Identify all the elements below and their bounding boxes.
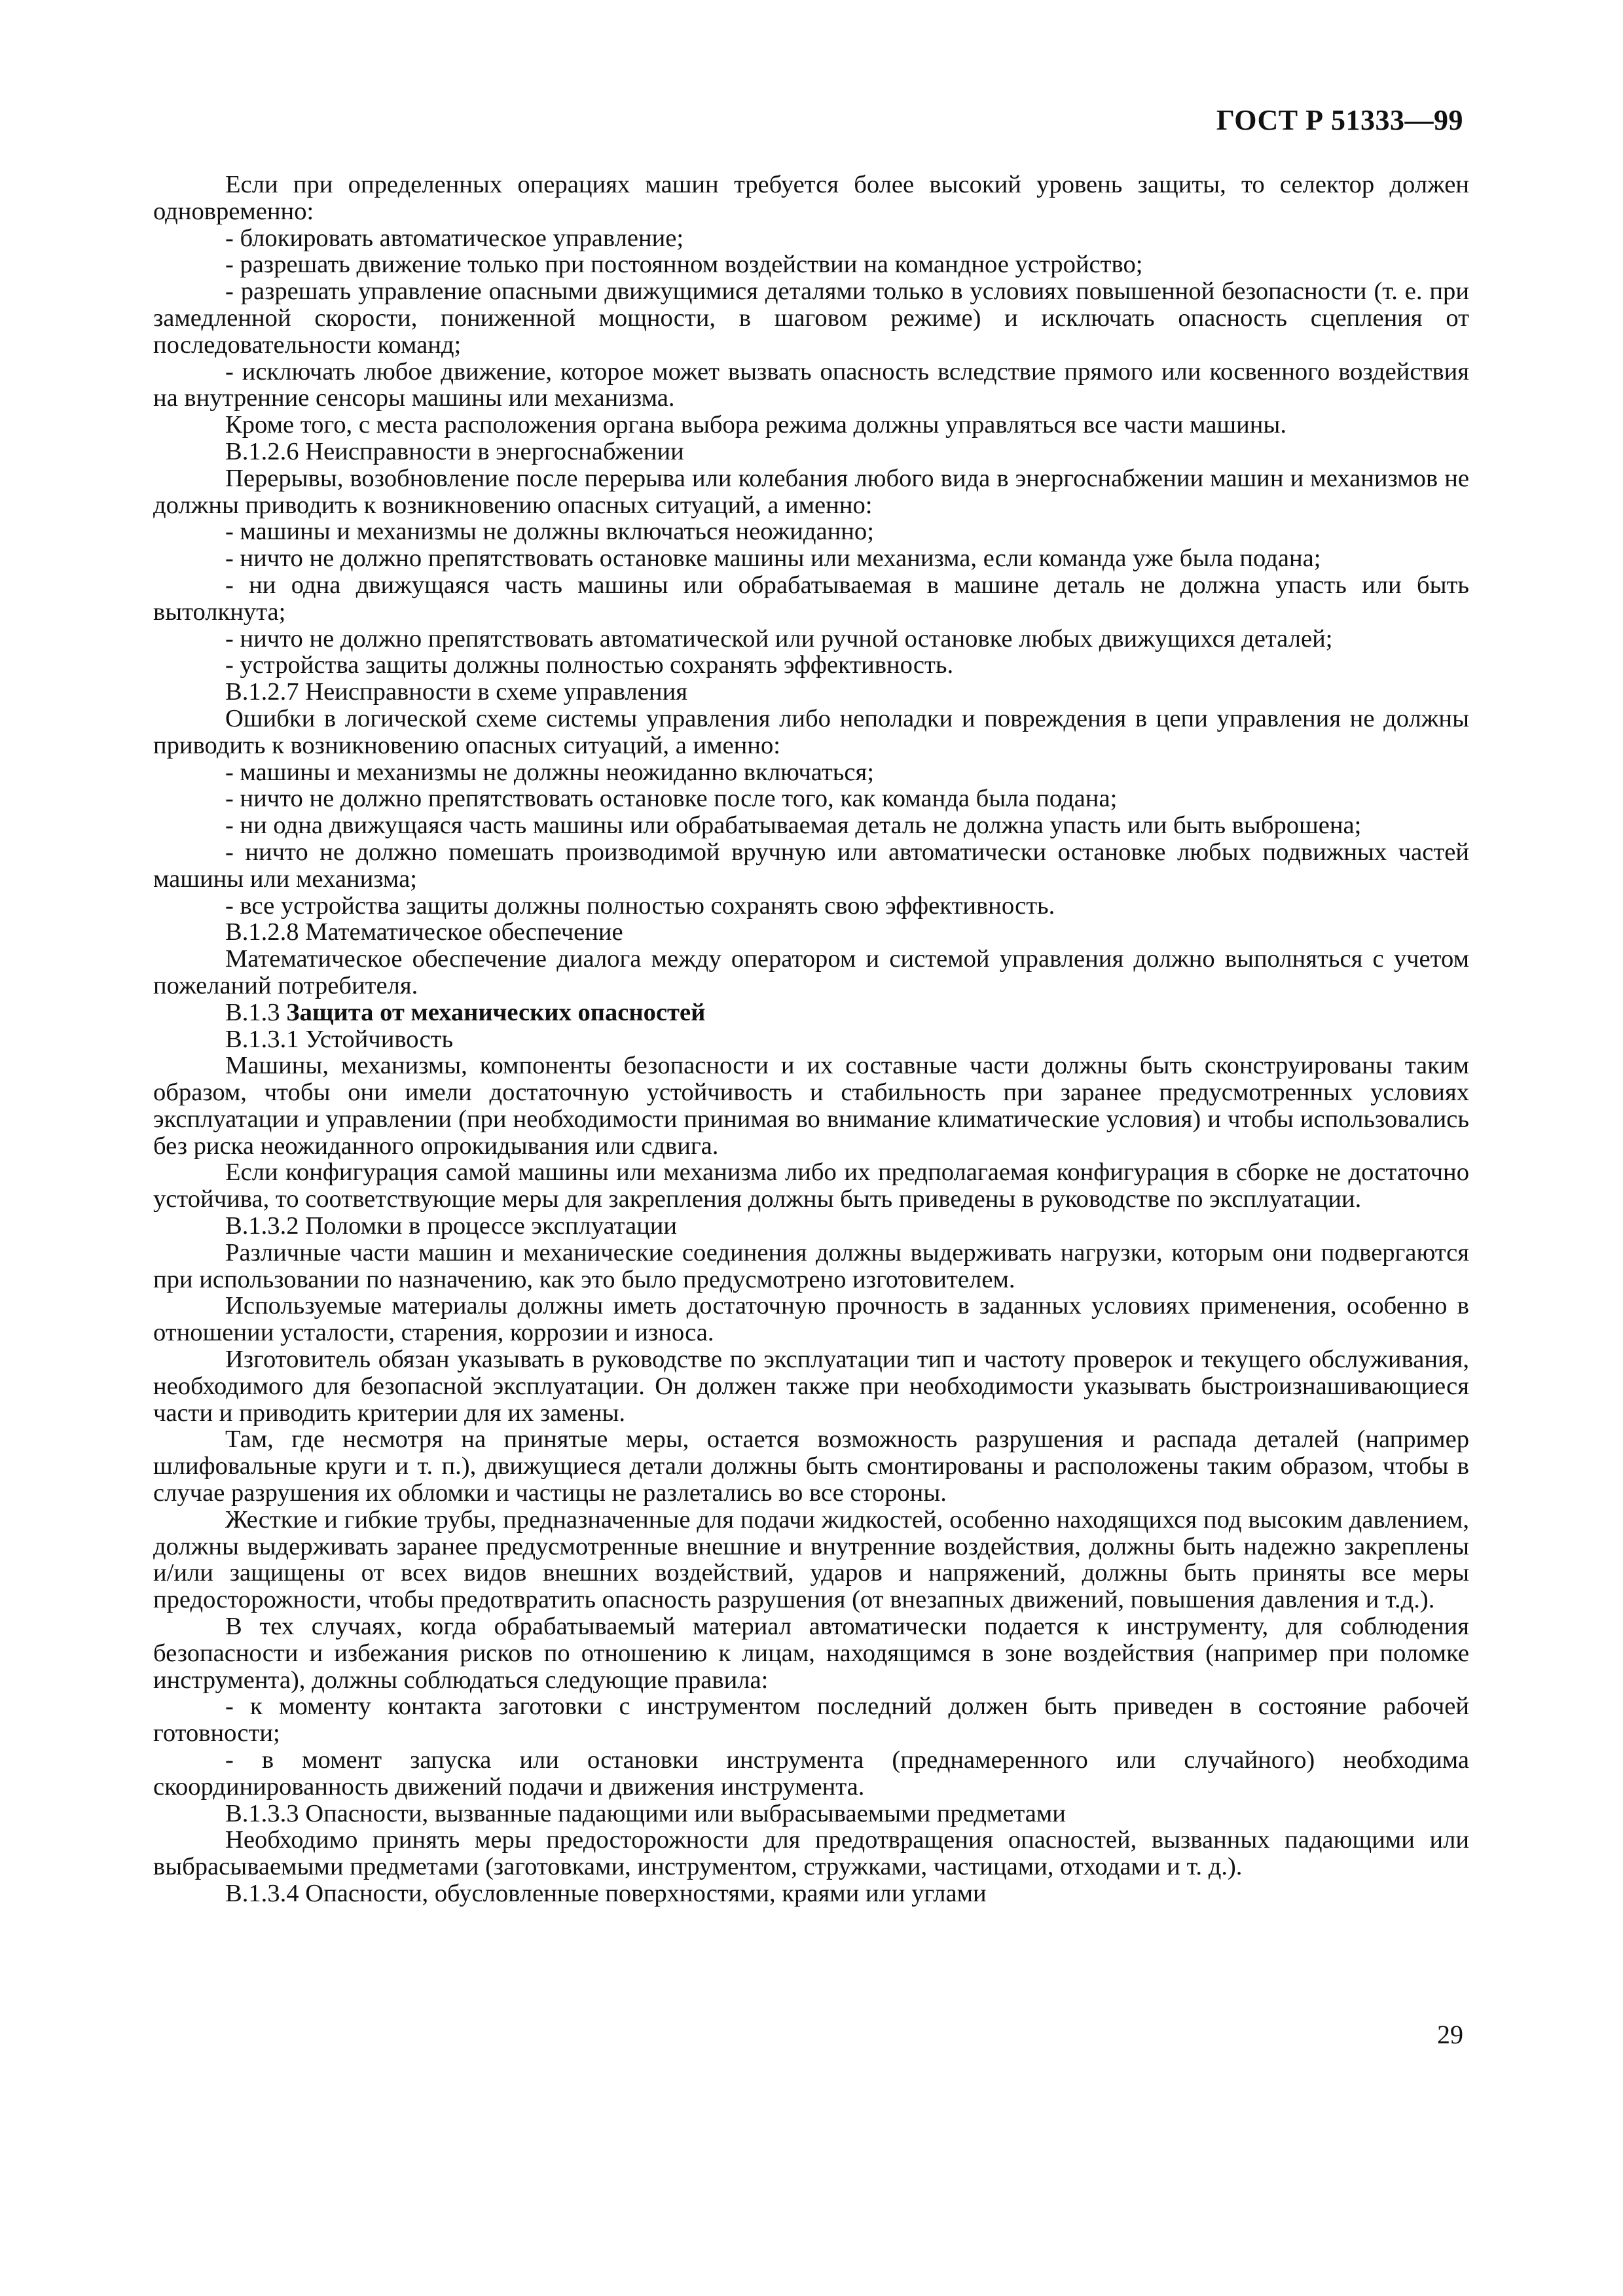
list-item: - в момент запуска или остановки инструмента (преднамеренного или случайного) необходима скоординированность движений подачи и движения инструмента. [153,1746,1469,1801]
paragraph: Кроме того, с места расположения органа выбора режима должны управляться все части машины. [225,411,1286,439]
paragraph: Изготовитель обязан указывать в руководстве по эксплуатации тип и частоту проверок и текущего обслуживания, необходимого для безопасной эксплуатации. Он должен также при необходимости указывать быстроизнашивающиеся части и приводить критерии для их замены. [153,1346,1469,1427]
list-item: - ничто не должно препятствовать автоматической или ручной остановке любых движущихся деталей; [225,624,1333,653]
paragraph: Перерывы, возобновление после перерыва или колебания любого вида в энергоснабжении машин и механизмов не должны приводить к возникновению опасных ситуаций, а именно: [153,464,1469,519]
section-heading-bold [153,999,1469,1026]
list-item: - все устройства защиты должны полностью сохранять свою эффективность. [225,891,1055,920]
paragraph: Ошибки в логической схеме системы управления либо неполадки и повреждения в цепи управления не должны приводить к возникновению опасных ситуаций, а именно: [153,704,1469,759]
section-number: В.1.3.1 [225,1025,299,1053]
paragraph: Если при определенных операциях машин требуется более высокий уровень защиты, то селектор должен одновременно: [153,171,1469,225]
section-heading [153,439,1469,465]
section-heading [153,1026,1469,1053]
section-number: В.1.2.6 [225,437,299,465]
list-item: - ни одна движущаяся часть машины или обрабатываемая деталь не должна упасть или быть выброшена; [225,812,1362,840]
document-body [153,171,1469,1907]
list-item: - ни одна движущаяся часть машины или обрабатываемая в машине деталь не должна упасть или быть вытолкнута; [153,571,1469,626]
section-number: В.1.3.3 [225,1799,299,1827]
paragraph: Там, где несмотря на принятые меры, остается возможность разрушения и распада деталей (например шлифовальные круги и т. п.), движущиеся детали должны быть смонтированы и расположены таким образом, чтобы в случае разрушения их обломки и частицы не разлетались во все стороны. [153,1426,1469,1507]
section-number: В.1.2.7 [225,678,299,706]
section-heading [153,1801,1469,1827]
section-number: В.1.2.8 [225,918,299,946]
paragraph: Различные части машин и механические соединения должны выдерживать нагрузки, которым они подвергаются при использовании по назначению, как это было предусмотрено изготовителем. [153,1238,1469,1293]
section-title: Опасности, обусловленные поверхностями, краями или углами [305,1880,987,1907]
section-title: Поломки в процессе эксплуатации [305,1212,678,1240]
list-item: - блокировать автоматическое управление; [225,224,684,252]
list-item: - исключать любое движение, которое может вызвать опасность вследствие прямого или косвенного воздействия на внутренние сенсоры машины или механизма. [153,357,1469,412]
section-heading [153,1213,1469,1240]
list-item: - ничто не должно препятствовать остановке машины или механизма, если команда уже была подана; [225,545,1321,573]
page-number: 29 [1437,2020,1463,2049]
paragraph: В тех случаях, когда обрабатываемый материал автоматически подается к инструменту, для соблюдения безопасности и избежания рисков по отношению к лицам, находящимся в зоне воздействия (например при поломке инструмента), должны соблюдаться следующие правила: [153,1613,1469,1694]
section-number: В.1.3 [225,998,280,1026]
paragraph: Если конфигурация самой машины или механизма либо их предполагаемая конфигурация в сборке не достаточно устойчива, то соответствующие меры для закрепления должны быть приведены в руководстве по эксплуатации. [153,1158,1469,1213]
paragraph: Используемые материалы должны иметь достаточную прочность в заданных условиях применения, особенно в отношении усталости, старения, коррозии и износа. [153,1292,1469,1347]
document-header: ГОСТ Р 51333—99 [1216,104,1463,136]
list-item: - разрешать движение только при постоянном воздействии на командное устройство; [225,251,1143,279]
section-heading [153,679,1469,706]
section-title: Неисправности в схеме управления [305,678,687,706]
list-item: - устройства защиты должны полностью сохранять эффективность. [225,651,954,679]
list-item: - ничто не должно препятствовать остановке после того, как команда была подана; [225,785,1118,813]
section-number: В.1.3.2 [225,1212,299,1240]
section-title: Математическое обеспечение [305,918,623,946]
list-item: - разрешать управление опасными движущимися деталями только в условиях повышенной безопасности (т. е. при замедленной скорости, пониженной мощности, в шаговом режиме) и исключать опасность сцепления от последовательности команд; [153,278,1469,359]
paragraph: Необходимо принять меры предосторожности для предотвращения опасностей, вызванных падающими или выбрасываемыми предметами (заготовками, инструментом, стружками, частицами, отходами и т. д.). [153,1826,1469,1881]
list-item: - машины и механизмы не должны неожиданно включаться; [225,758,874,786]
list-item: - ничто не должно помешать производимой вручную или автоматически остановке любых подвижных частей машины или механизма; [153,838,1469,893]
list-item: - машины и механизмы не должны включаться неожиданно; [225,518,874,546]
list-item: - к моменту контакта заготовки с инструментом последний должен быть приведен в состояние рабочей готовности; [153,1693,1469,1748]
paragraph: Жесткие и гибкие трубы, предназначенные для подачи жидкостей, особенно находящихся под высоким давлением, должны выдерживать заранее предусмотренные внешние и внутренние воздействия, должны быть надежно закреплены и/или защищены от всех видов внешних воздействий, ударов и напряжений, должны быть приняты все меры предосторожности, чтобы предотвратить опасность разрушения (от внезапных движений, повышения давления и т.д.). [153,1505,1469,1614]
section-title: Опасности, вызванные падающими или выбрасываемыми предметами [305,1799,1066,1827]
paragraph: Машины, механизмы, компоненты безопасности и их составные части должны быть сконструированы таким образом, чтобы они имели достаточную устойчивость и стабильность при заранее предусмотренных условиях эксплуатации и управлении (при необходимости принимая во внимание климатические условия) и чтобы использовались без риска неожиданного опрокидывания или сдвига. [153,1052,1469,1160]
paragraph: Математическое обеспечение диалога между оператором и системой управления должно выполняться с учетом пожеланий потребителя. [153,945,1469,999]
section-heading [153,919,1469,946]
section-title: Устойчивость [305,1025,454,1053]
section-title: Защита от механических опасностей [286,998,706,1026]
section-heading [153,1880,1469,1907]
section-number: В.1.3.4 [225,1880,299,1907]
section-title: Неисправности в энергоснабжении [305,437,684,465]
